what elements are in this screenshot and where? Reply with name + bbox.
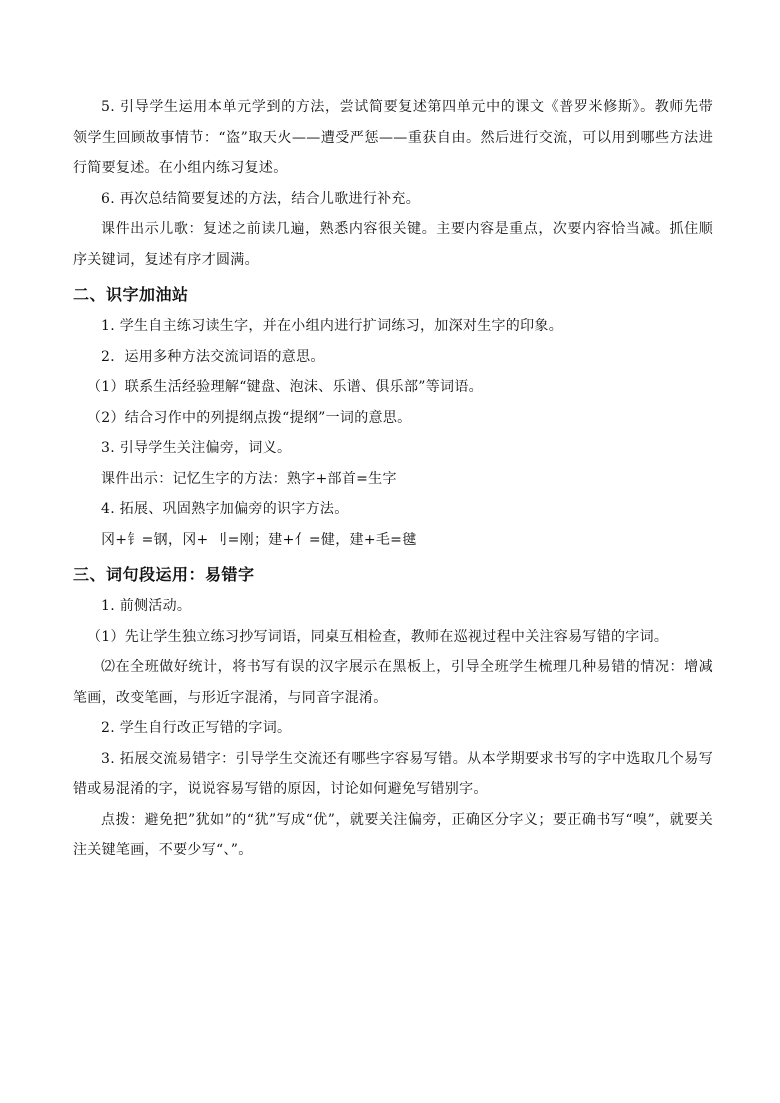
document-body [73, 92, 713, 866]
paragraph-literacy-2-1: （1）联系生活经验理解“键盘、泡沫、乐谱、俱乐部”等词语。 [87, 379, 483, 395]
paragraph-literacy-2-2: （2）结合习作中的列提纲点拨“提纲”一词的意思。 [87, 409, 412, 426]
paragraph-error-2: 2. 学生自行改正写错的字词。 [101, 720, 292, 736]
paragraph-step-6: 6. 再次总结简要复述的方法，结合儿歌进行补充。 [101, 190, 421, 207]
paragraph-error-1: 1. 前侧活动。 [101, 598, 192, 614]
paragraph-error-1-1: （1）先让学生独立练习抄写词语，同桌互相检查，教师在巡视过程中关注容易写错的字词。 [87, 628, 669, 645]
paragraph-error-tip: 点拨：避免把”犹如”的“犹”写成“优”，就要关注偏旁，正确区分字义；要正确书写“嗅”，就要关注关键笔画，不要少写“、”。 [73, 811, 713, 858]
section-heading-error-prone: 三、词句段运用：易错字 [73, 565, 255, 584]
paragraph-literacy-examples: 冈+钅=钢，冈+ 刂=刚；建+亻=健，建+毛=毽 [101, 531, 417, 548]
section-heading-literacy: 二、识字加油站 [73, 285, 189, 304]
paragraph-nursery-rhyme: 课件出示儿歌：复述之前读几遍，熟悉内容很关键。主要内容是重点，次要内容恰当减。抓住顺序关键词，复述有序才圆满。 [73, 221, 713, 268]
paragraph-error-1-2: ⑵在全班做好统计，将书写有误的汉字展示在黑板上，引导全班学生梳理几种易错的情况：增减笔画，改变笔画，与形近字混淆，与同音字混淆。 [73, 659, 713, 706]
paragraph-literacy-2: 2．运用多种方法交流词语的意思。 [101, 348, 325, 365]
paragraph-error-3: 3. 拓展交流易错字：引导学生交流还有哪些字容易写错。从本学期要求书写的字中选取几个易写错或易混淆的字，说说容易写错的原因，讨论如何避免写错别字。 [73, 750, 713, 797]
paragraph-literacy-slide: 课件出示：记忆生字的方法：熟字+部首=生字 [101, 470, 397, 487]
paragraph-step-5: 5. 引导学生运用本单元学到的方法，尝试简要复述第四单元中的课文《普罗米修斯》。教师先带领学生回顾故事情节：“盗”取天火——遭受严惩——重获自由。然后进行交流，可以用到哪些方法进行简要复述。在小组内练习复述。 [73, 99, 713, 176]
paragraph-literacy-3: 3. 引导学生关注偏旁，词义。 [101, 440, 292, 456]
paragraph-literacy-1: 1. 学生自主练习读生字，并在小组内进行扩词练习，加深对生字的印象。 [101, 318, 564, 334]
paragraph-literacy-4: 4. 拓展、巩固熟字加偏旁的识字方法。 [101, 501, 349, 517]
